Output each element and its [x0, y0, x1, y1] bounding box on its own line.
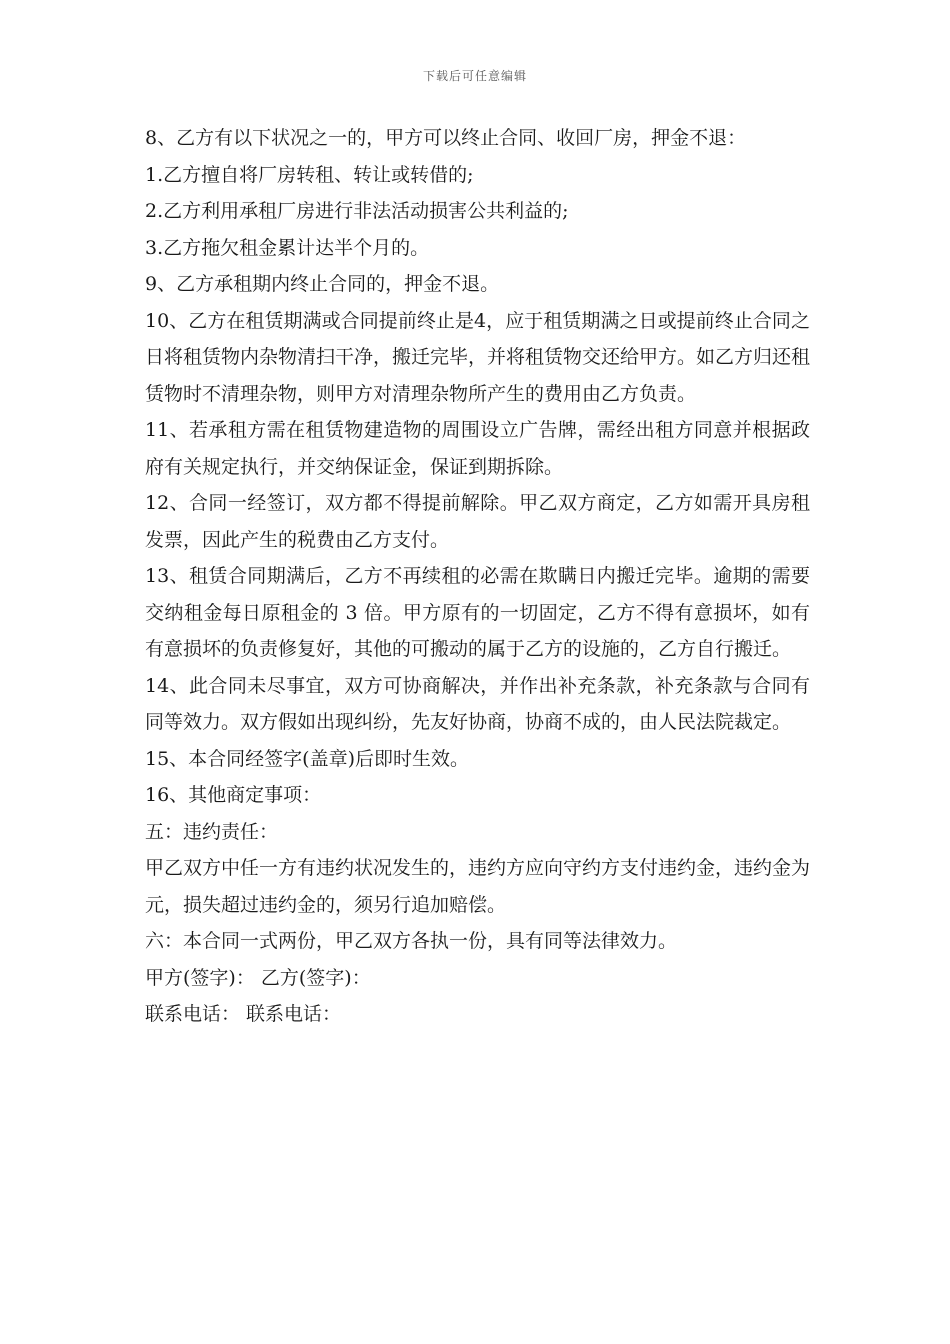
- section-breach-heading: 五：违约责任：: [145, 820, 279, 843]
- section-copies: 六：本合同一式两份，甲乙双方各执一份，具有同等法律效力。: [145, 930, 678, 952]
- clause-9: 9、乙方承租期内终止合同的，押金不退。: [145, 273, 500, 295]
- signature-line: 甲方(签字)： 乙方(签字)：: [145, 966, 371, 989]
- clause-8-item-3: 3.乙方拖欠租金累计达半个月的。: [145, 236, 430, 259]
- clause-11: 11、若承租方需在租赁物建造物的周围设立广告牌，需经出租方同意并根据政府有关规定执行，并交纳保证金，保证到期拆除。: [145, 419, 810, 478]
- clause-12: 12、合同一经签订，双方都不得提前解除。甲乙双方商定，乙方如需开具房租发票，因此产生的税费由乙方支付。: [145, 492, 810, 551]
- clause-16: 16、其他商定事项：: [145, 784, 322, 806]
- clause-8: 8、乙方有以下状况之一的，甲方可以终止合同、收回厂房，押金不退：: [145, 127, 747, 149]
- clause-15: 15、本合同经签字(盖章)后即时生效。: [145, 747, 470, 770]
- clause-8-item-1: 1.乙方擅自将厂房转租、转让或转借的;: [145, 163, 474, 186]
- contact-phone-line: 联系电话： 联系电话：: [145, 1003, 342, 1025]
- clause-8-item-2: 2.乙方利用承租厂房进行非法活动损害公共利益的;: [145, 200, 569, 222]
- clause-10: 10、乙方在租赁期满或合同提前终止是4，应于租赁期满之日或提前终止合同之日将租赁物内杂物清扫干净，搬迁完毕，并将租赁物交还给甲方。如乙方归还租赁物时不清理杂物，则甲方对清理杂物所产生的费用由乙方负责。: [145, 309, 811, 405]
- document-body: [145, 120, 810, 1033]
- section-breach-text: 甲乙双方中任一方有违约状况发生的，违约方应向守约方支付违约金，违约金为 元，损失超过违约金的，须另行追加赔偿。: [145, 857, 811, 916]
- clause-14: 14、此合同未尽事宜，双方可协商解决，并作出补充条款，补充条款与合同有同等效力。双方假如出现纠纷，先友好协商，协商不成的，由人民法院裁定。: [145, 674, 810, 733]
- clause-13: 13、租赁合同期满后，乙方不再续租的必需在欺瞒日内搬迁完毕。逾期的需要交纳租金每日原租金的 3 倍。甲方原有的一切固定，乙方不得有意损坏，如有有意损坏的负责修复好，其他的可搬动的属于乙方的设施的，乙方自行搬迁。: [145, 565, 810, 660]
- page-header: 下载后可任意编辑: [422, 69, 527, 83]
